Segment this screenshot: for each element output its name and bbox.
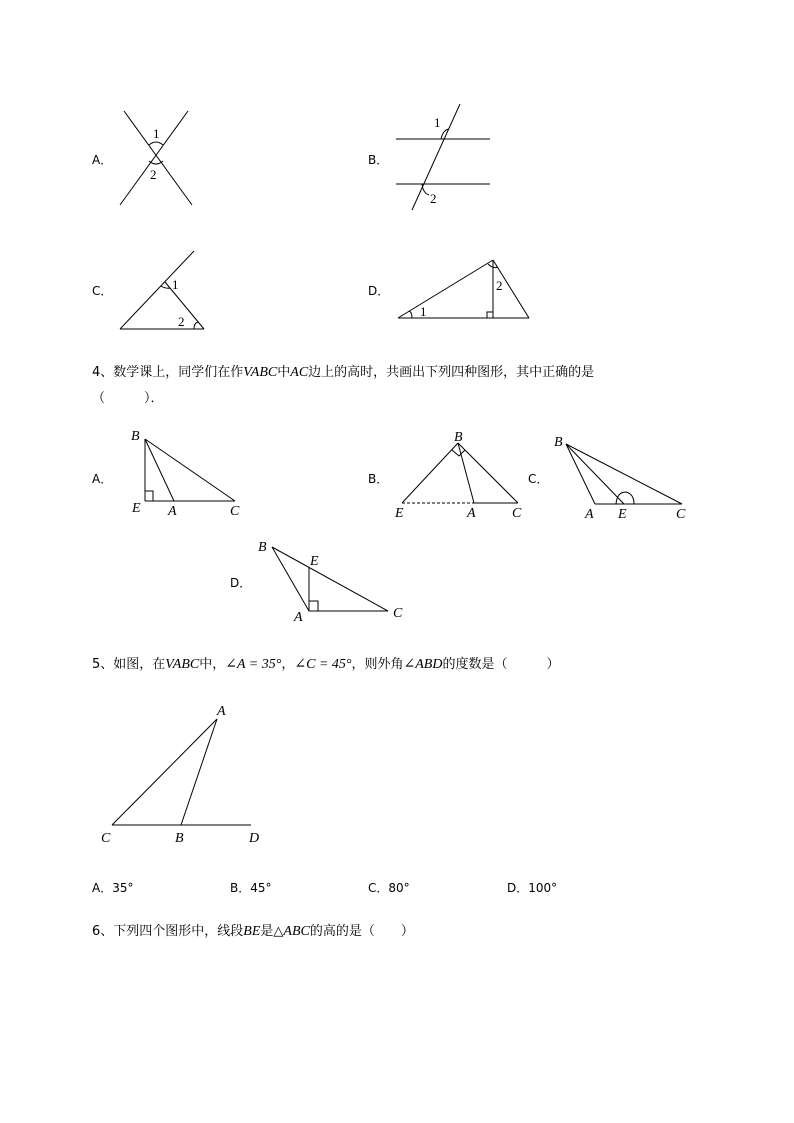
side-ba <box>458 443 474 503</box>
point-a: A <box>585 507 594 522</box>
q5-choice-c: C．80° <box>368 881 410 895</box>
q5-number: 5、 <box>92 657 114 672</box>
q3-option-a-label: A． <box>92 153 113 167</box>
point-a: A <box>467 506 476 521</box>
q6-text-3: 的高的是（ ） <box>309 924 414 939</box>
q5-text-3: ，则外角 <box>351 657 404 672</box>
q6-stem <box>92 920 414 940</box>
q6-number: 6、 <box>92 924 114 939</box>
side-ca <box>112 719 217 825</box>
q6-text-1: 下列四个图形中，线段 <box>113 924 244 939</box>
q4-option-b-label: B． <box>368 472 389 486</box>
point-c: C <box>393 606 403 621</box>
side-bc <box>458 443 518 503</box>
q3-figure-b <box>390 100 500 215</box>
point-a: A <box>294 610 303 625</box>
q4-side: AC <box>290 365 309 380</box>
point-c: C <box>512 506 522 521</box>
q4-stem-line1 <box>92 361 594 381</box>
q4-figure-c <box>550 428 695 523</box>
q4-option-c-label: C． <box>528 472 549 486</box>
q5-triangle: VABC <box>165 657 200 672</box>
q5-sep: ， <box>281 657 295 672</box>
q3-figure-c <box>110 245 210 335</box>
q4-number: 4、 <box>92 365 114 380</box>
point-b: B <box>131 429 140 444</box>
point-e: E <box>310 554 319 569</box>
point-e: E <box>618 507 627 522</box>
q5-angle-abd: ∠ABD <box>403 657 443 672</box>
q5-choice-b: B．45° <box>230 881 272 895</box>
angle-2-arc <box>194 322 198 329</box>
q4-figure-d <box>252 535 412 625</box>
right-angle-mark <box>452 450 465 456</box>
angle-label-2: 2 <box>430 191 437 206</box>
q4-figure-a <box>125 425 255 520</box>
point-c: C <box>230 504 240 519</box>
q4-text-3: 边上的高时，共画出下列四种图形，其中正确的是 <box>308 365 595 380</box>
point-b: B <box>258 540 267 555</box>
q4-answer-blank: （ ）． <box>92 391 164 406</box>
q5-figure <box>95 700 270 850</box>
side-ba <box>272 547 309 611</box>
side <box>165 282 204 329</box>
angle-label-2: 2 <box>496 278 503 293</box>
point-a: A <box>217 704 226 719</box>
q5-angle-a: ∠A = 35° <box>225 657 282 672</box>
q4-text-2: 中 <box>277 365 291 380</box>
q5-text-2: 中， <box>199 657 226 672</box>
point-e: E <box>395 506 404 521</box>
q4-text-1: 数学课上，同学们在作 <box>113 365 244 380</box>
q3-figure-a <box>110 105 200 210</box>
q4-figure-b <box>390 425 535 525</box>
angle-1-arc <box>149 142 163 145</box>
side-bc <box>566 444 682 504</box>
side-ba <box>566 444 595 504</box>
point-d: D <box>249 831 260 846</box>
q4-option-d-label: D． <box>230 576 252 590</box>
q5-angle-c: ∠C = 45° <box>294 657 352 672</box>
point-b: B <box>454 430 463 445</box>
angle-label-1: 1 <box>172 277 179 292</box>
point-c: C <box>101 831 111 846</box>
q4-option-a-label: A． <box>92 472 113 486</box>
q3-figure-d <box>390 250 535 325</box>
q3-option-c-label: C． <box>92 284 113 298</box>
q6-triangle: ABC <box>283 924 310 939</box>
q5-stem <box>92 653 559 673</box>
angle-label-2: 2 <box>178 314 185 329</box>
side-ba <box>145 439 174 501</box>
right-angle-mark <box>145 491 153 501</box>
q5-text-4: 的度数是（ ） <box>442 657 560 672</box>
point-b: B <box>175 831 184 846</box>
q3-option-b-label: B． <box>368 153 389 167</box>
right-angle-mark <box>309 601 318 611</box>
q3-option-d-label: D． <box>368 284 390 298</box>
segment-be <box>566 444 624 504</box>
q5-text-1: 如图，在 <box>113 657 166 672</box>
q5-choice-a: A．35° <box>92 881 134 895</box>
q4-triangle: VABC <box>243 365 278 380</box>
angle-1-arc <box>409 311 412 318</box>
side-left <box>398 260 493 318</box>
point-c: C <box>676 507 686 522</box>
side-bc <box>272 547 388 611</box>
point-e: E <box>132 501 141 516</box>
q5-choice-d: D．100° <box>507 881 558 895</box>
side-be <box>402 443 458 503</box>
q6-text-2: 是△ <box>260 924 284 939</box>
angle-label-2: 2 <box>150 167 157 182</box>
side-bc <box>145 439 235 501</box>
side-ab <box>181 719 217 825</box>
point-b: B <box>554 435 563 450</box>
angle-label-1: 1 <box>153 126 160 141</box>
q6-segment: BE <box>243 924 261 939</box>
right-angle-mark <box>487 312 493 318</box>
point-a: A <box>168 504 177 519</box>
angle-label-1: 1 <box>434 115 441 130</box>
angle-label-1: 1 <box>420 304 427 319</box>
